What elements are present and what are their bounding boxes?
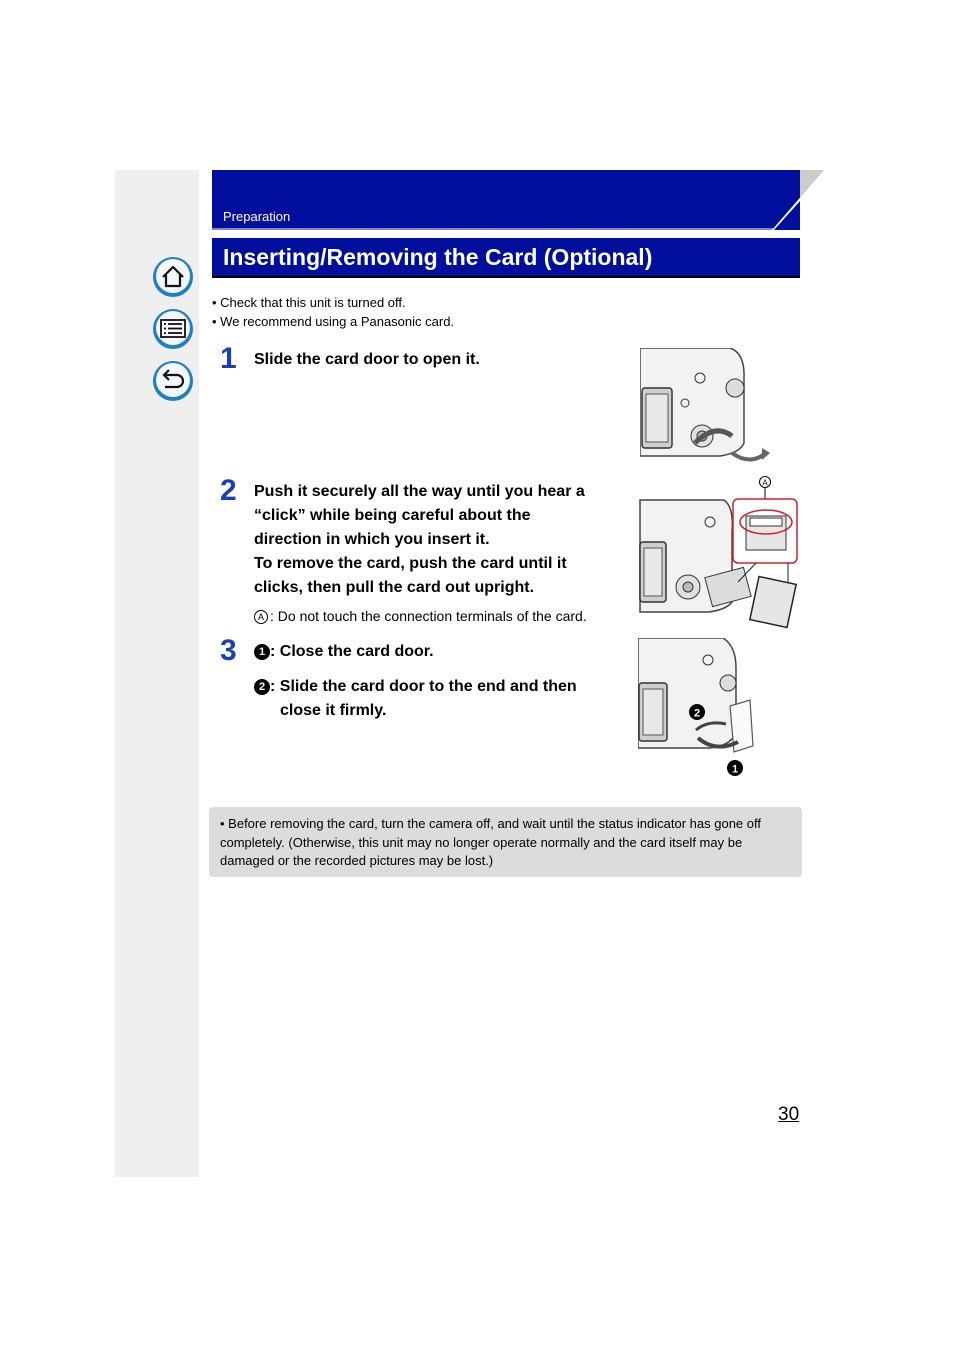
home-button[interactable] bbox=[152, 256, 194, 298]
warning-note-text: • Before removing the card, turn the camera off, and wait until the status indicator has gone off completely. (Otherwise, this unit may no longer operate normally and the card itself may be damaged or the recorded pictures may be lost.) bbox=[220, 816, 761, 868]
step-text bbox=[254, 640, 434, 664]
step-text bbox=[254, 675, 577, 723]
camera-close-door-illustration bbox=[638, 638, 768, 785]
step-line: : Slide the card door to the end and then bbox=[270, 678, 577, 695]
step-text bbox=[254, 480, 585, 600]
step-line: close it firmly. bbox=[280, 702, 387, 719]
substep bbox=[254, 675, 577, 699]
title-bar bbox=[212, 238, 800, 278]
section-label: Preparation bbox=[223, 209, 291, 224]
step-line: “click” while being careful about the bbox=[254, 507, 531, 524]
card-note-text: : Do not touch the connection terminals of the card. bbox=[270, 608, 587, 624]
warning-note-box bbox=[209, 807, 802, 877]
step-number: 3 bbox=[220, 634, 237, 667]
page-title: Inserting/Removing the Card (Optional) bbox=[223, 244, 653, 270]
callout-2-label: 2 bbox=[693, 707, 701, 720]
step-number: 1 bbox=[220, 342, 237, 375]
substep bbox=[254, 640, 434, 664]
callout-1-label: 1 bbox=[731, 763, 739, 776]
home-icon bbox=[152, 256, 194, 298]
step-line: Push it securely all the way until you hear a bbox=[254, 483, 585, 500]
header-band bbox=[212, 170, 800, 230]
header-band-graphic bbox=[212, 170, 826, 230]
step-number: 2 bbox=[220, 474, 237, 507]
camera-open-door-illustration bbox=[640, 348, 770, 473]
step-line: clicks, then pull the card out upright. bbox=[254, 579, 535, 596]
step-line: : Close the card door. bbox=[270, 643, 434, 660]
callout-a-label: A bbox=[762, 478, 768, 488]
back-button[interactable] bbox=[152, 360, 194, 402]
step-line: direction in which you insert it. bbox=[254, 531, 490, 548]
callout-a-marker: A bbox=[254, 610, 268, 624]
intro-bullet: • We recommend using a Panasonic card. bbox=[212, 314, 455, 329]
back-arrow-icon bbox=[152, 360, 194, 402]
menu-list-icon bbox=[152, 308, 194, 350]
card-note bbox=[254, 608, 587, 624]
menu-button[interactable] bbox=[152, 308, 194, 350]
step-line: To remove the card, push the card until it bbox=[254, 555, 567, 572]
step-line: Slide the card door to open it. bbox=[254, 351, 480, 368]
substep-marker: 1 bbox=[254, 644, 270, 660]
intro-bullet: • Check that this unit is turned off. bbox=[212, 295, 406, 310]
camera-insert-card-illustration bbox=[638, 472, 803, 635]
substep-marker: 2 bbox=[254, 679, 270, 695]
page-number: 30 bbox=[778, 1104, 800, 1125]
step-text bbox=[254, 348, 480, 372]
